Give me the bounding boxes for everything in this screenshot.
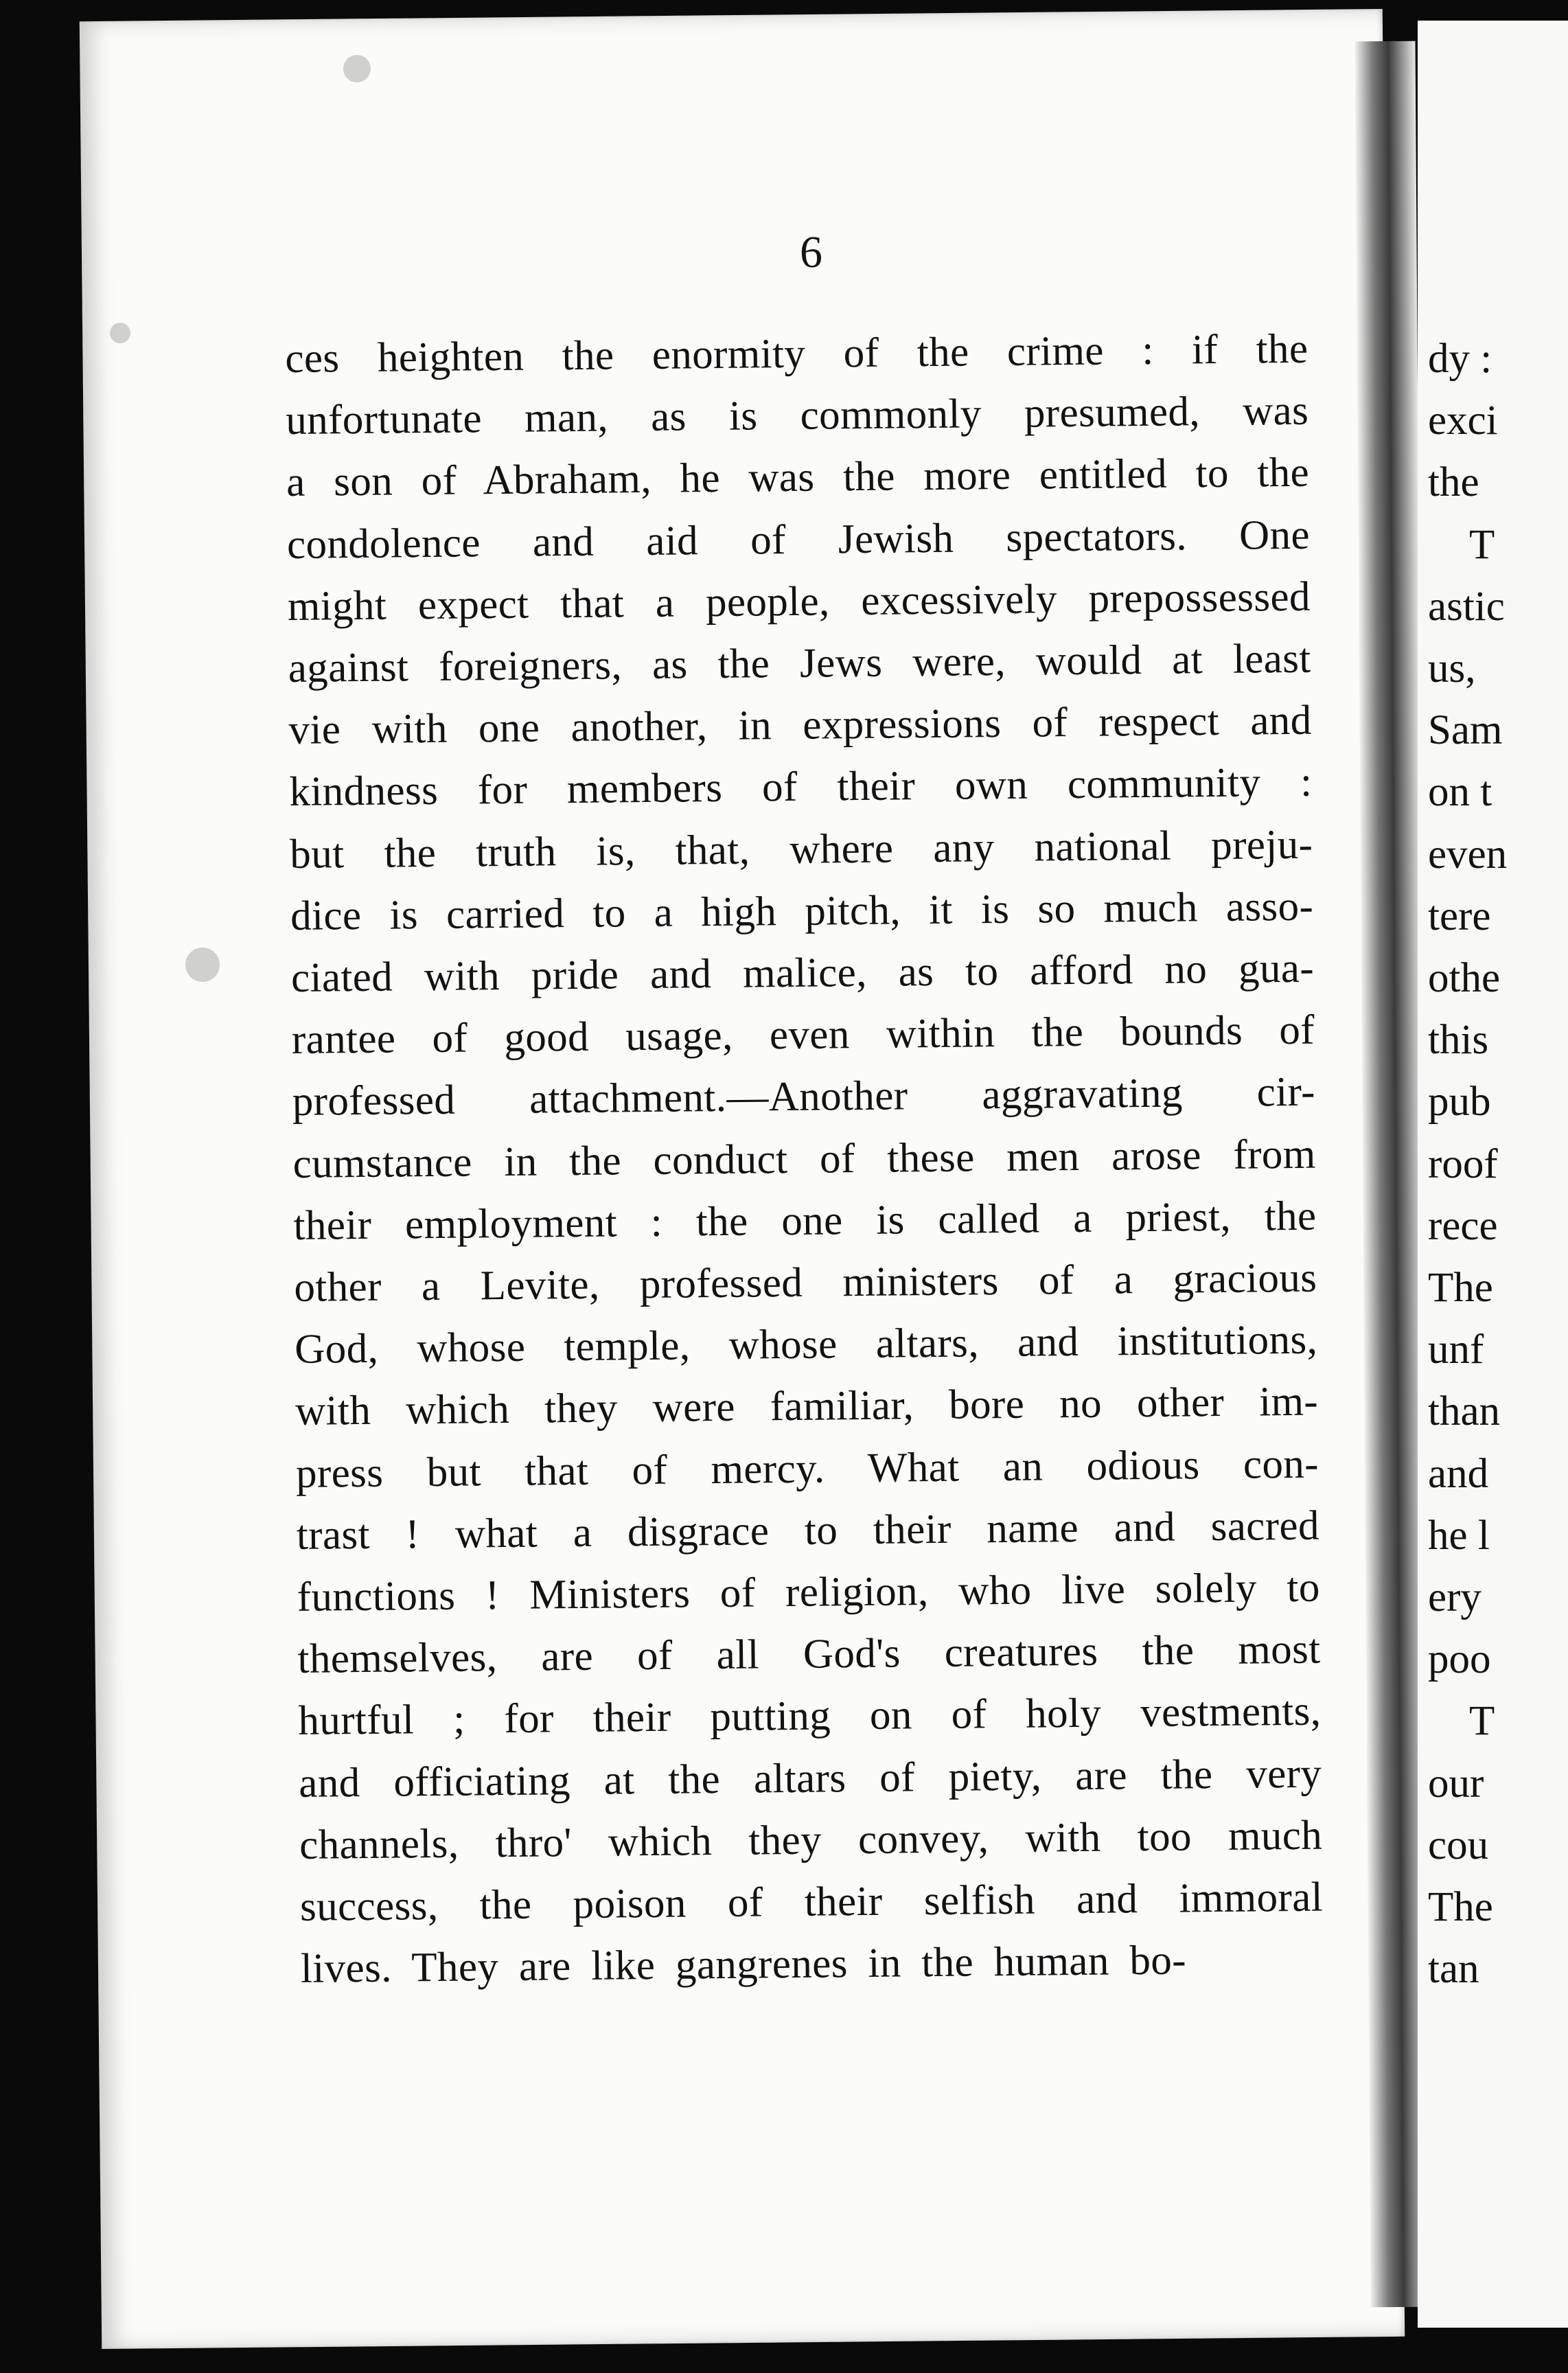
text-fragment: The — [1428, 1884, 1493, 1931]
text-fragment: cou — [1428, 1822, 1489, 1868]
text-line: ciated with pride and malice, as to afford no gua- — [290, 945, 1315, 1001]
text-line: might expect that a people, excessively prepossessed — [287, 573, 1311, 630]
text-line: with which they were familiar, bore no other im- — [295, 1379, 1319, 1435]
text-fragment: Sam — [1428, 707, 1503, 754]
text-line: themselves, are of all God's creatures the most — [297, 1626, 1321, 1683]
paper-speck — [185, 948, 220, 982]
text-line: vie with one another, in expressions of respect and — [288, 697, 1312, 754]
text-line: channels, thro' which they convey, with too much — [299, 1812, 1323, 1868]
text-fragment: us, — [1428, 645, 1476, 692]
text-line: press but that of mercy. What an odious con- — [295, 1441, 1319, 1497]
text-fragment: this — [1428, 1017, 1489, 1064]
text-fragment: poo — [1428, 1636, 1491, 1683]
text-fragment: on t — [1428, 769, 1492, 816]
text-line: dice is carried to a high pitch, it is so much asso- — [290, 883, 1314, 939]
text-line: their employment : the one is called a priest, the — [293, 1193, 1317, 1249]
text-fragment: even — [1428, 831, 1508, 878]
text-fragment: unf — [1428, 1327, 1484, 1373]
text-fragment: The — [1428, 1265, 1493, 1311]
paper-speck — [110, 323, 130, 343]
text-line: professed attachment.—Another aggravating cir- — [292, 1069, 1316, 1125]
text-fragment: pub — [1428, 1079, 1491, 1125]
text-line: against foreigners, as the Jews were, would at least — [288, 635, 1312, 691]
page-number: 6 — [800, 227, 822, 277]
text-line: hurtful ; for their putting on of holy vestments, — [298, 1688, 1322, 1745]
text-fragment: and — [1428, 1450, 1489, 1497]
text-line: success, the poison of their selfish and immoral — [299, 1874, 1324, 1930]
text-line: functions ! Ministers of religion, who live solely to — [297, 1564, 1320, 1620]
text-line: lives. They are like gangrenes in the human bo- — [300, 1937, 1187, 1993]
text-line: ces heighten the enormity of the crime : if the — [285, 325, 1308, 382]
text-fragment: tan — [1428, 1946, 1479, 1993]
text-line: condolence and aid of Jewish spectators. One — [286, 512, 1311, 568]
text-fragment: othe — [1428, 955, 1501, 1002]
text-fragment: ery — [1428, 1574, 1481, 1621]
right-page-text-fragments — [1428, 328, 1568, 2000]
text-fragment: T — [1469, 521, 1495, 568]
text-fragment: astic — [1428, 583, 1505, 630]
text-line: trast ! what a disgrace to their name and sacred — [296, 1502, 1320, 1559]
text-line: but the truth is, that, where any national preju- — [290, 821, 1313, 878]
text-fragment: our — [1428, 1760, 1484, 1807]
text-fragment: roof — [1428, 1140, 1498, 1187]
text-fragment: than — [1428, 1388, 1501, 1435]
text-fragment: exci — [1428, 398, 1498, 444]
left-page-body-text — [285, 319, 1324, 2001]
text-line: cumstance in the conduct of these men arose from — [292, 1131, 1316, 1187]
text-line: rantee of good usage, even within the bounds of — [291, 1007, 1315, 1064]
text-fragment: tere — [1428, 893, 1491, 939]
text-line: a son of Abraham, he was the more entitled to the — [286, 450, 1310, 506]
text-fragment: dy : — [1428, 336, 1492, 382]
text-line: and officiating at the altars of piety, are the very — [299, 1750, 1322, 1807]
text-fragment: rece — [1428, 1202, 1498, 1249]
paper-speck — [343, 55, 371, 82]
text-line: unfortunate man, as is commonly presumed, was — [285, 387, 1309, 444]
text-line: kindness for members of their own community : — [289, 759, 1313, 816]
text-fragment: the — [1428, 459, 1479, 506]
text-line: other a Levite, professed ministers of a gracious — [294, 1254, 1317, 1311]
text-fragment: T — [1469, 1698, 1495, 1745]
text-fragment: he l — [1428, 1512, 1490, 1559]
text-line: God, whose temple, whose altars, and institutions, — [294, 1316, 1318, 1373]
